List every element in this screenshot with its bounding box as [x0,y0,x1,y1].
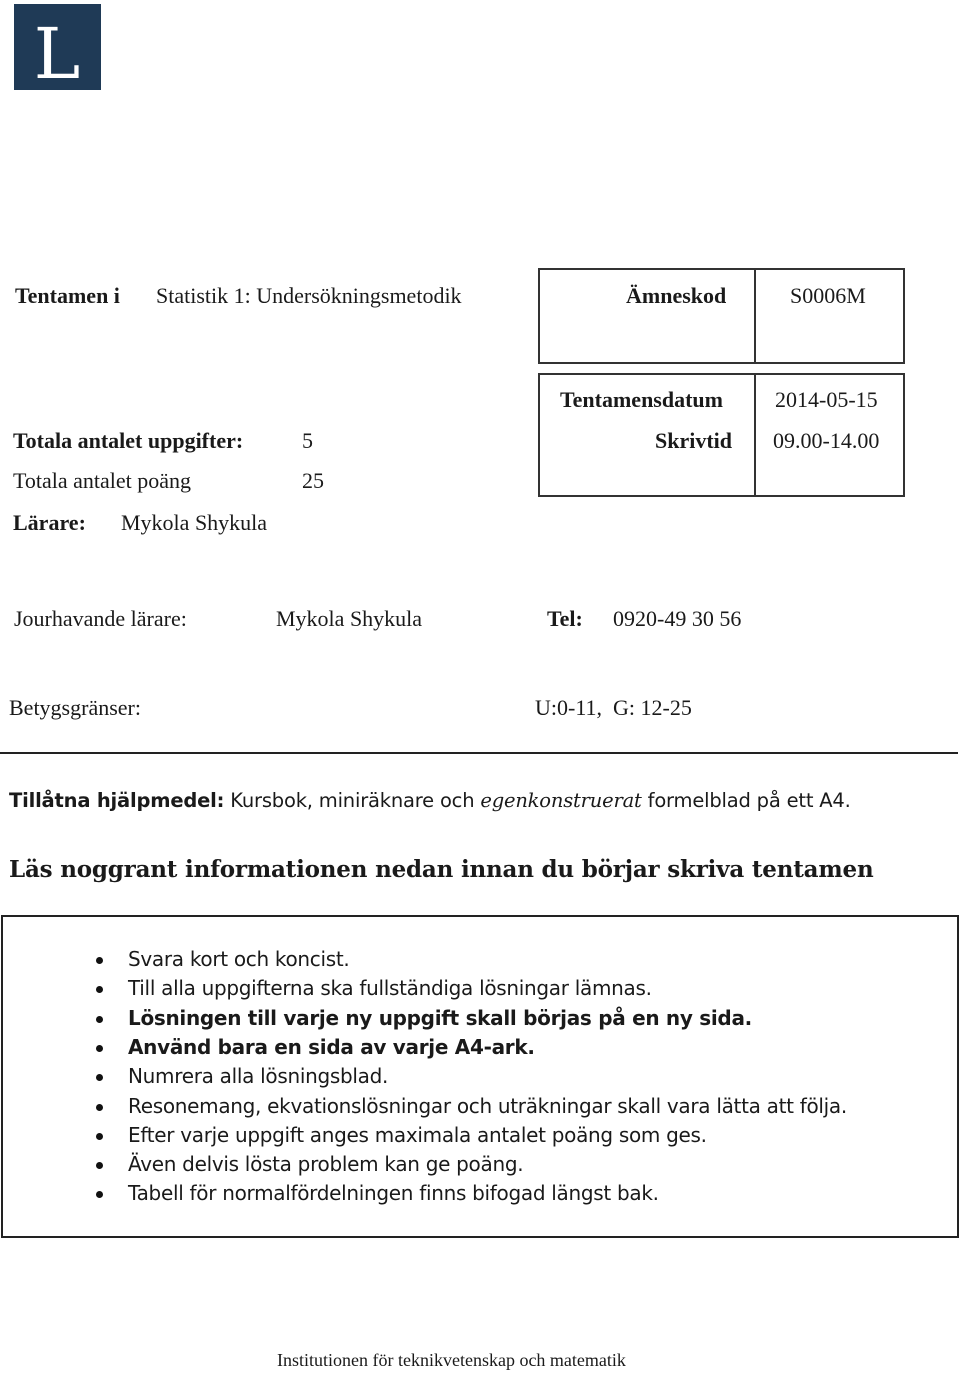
bullet-icon [96,1162,103,1169]
instruction-item: Resonemang, ekvationslösningar och uträkningar skall vara lätta att följa. [128,1094,847,1118]
bullet-icon [96,1016,103,1023]
total-points-value: 25 [302,468,324,493]
instruction-item: Använd bara en sida av varje A4-ark. [128,1035,535,1059]
subject-code-label: Ämneskod [626,283,727,308]
phone-label: Tel: [547,606,583,631]
university-logo [14,4,101,90]
section-divider [0,752,958,754]
bullet-icon [96,957,103,964]
instruction-item: Till alla uppgifterna ska fullständiga lösningar lämnas. [128,976,652,1000]
date-divider [754,373,756,497]
instruction-item: Lösningen till varje ny uppgift skall börjas på en ny sida. [128,1006,752,1030]
bullet-icon [96,1133,103,1140]
allowed-aids-text-end: formelblad på ett A4. [647,789,851,812]
allowed-aids-line [9,789,851,812]
allowed-aids-italic: egenkonstruerat [480,789,642,812]
writing-time-label: Skrivtid [655,428,733,453]
total-points-label: Totala antalet poäng [13,468,192,493]
bullet-icon [96,1045,103,1052]
instruction-item: Svara kort och koncist. [128,947,350,971]
bullet-icon [96,986,103,993]
exam-date-label: Tentamensdatum [560,387,723,412]
duty-teacher-label: Jourhavande lärare: [14,606,187,631]
writing-time-value: 09.00-14.00 [773,428,880,453]
teacher-label: Lärare: [13,510,86,535]
tasks-count-label: Totala antalet uppgifter: [13,428,244,453]
bullet-icon [96,1074,103,1081]
instructions-heading: Läs noggrant informationen nedan innan du börjar skriva tentamen [9,856,874,883]
allowed-aids-label: Tillåtna hjälpmedel: [9,789,225,812]
allowed-aids-text: Kursbok, miniräknare och [230,789,475,812]
duty-teacher-value: Mykola Shykula [276,606,423,631]
code-divider [754,268,756,364]
instruction-item: Även delvis lösta problem kan ge poäng. [128,1152,524,1176]
svg-text:L: L [33,13,81,90]
grade-limits-value: U:0-11, G: 12-25 [535,695,692,720]
footer-institution: Institutionen för teknikvetenskap och matematik [277,1350,626,1370]
teacher-value: Mykola Shykula [121,510,268,535]
instruction-item: Numrera alla lösningsblad. [128,1064,389,1088]
subject-code-value: S0006M [790,283,866,308]
logo-letter-icon [14,4,101,90]
exam-title-value: Statistik 1: Undersökningsmetodik [156,283,462,308]
phone-value: 0920-49 30 56 [613,606,742,631]
exam-date-value: 2014-05-15 [775,387,878,412]
bullet-icon [96,1104,103,1111]
instruction-item: Tabell för normalfördelningen finns bifogad längst bak. [128,1181,659,1205]
tasks-count-value: 5 [302,428,313,453]
bullet-icon [96,1191,103,1198]
grade-limits-label: Betygsgränser: [9,695,141,720]
instruction-item: Efter varje uppgift anges maximala antalet poäng som ges. [128,1123,707,1147]
exam-title-label: Tentamen i [15,283,120,308]
